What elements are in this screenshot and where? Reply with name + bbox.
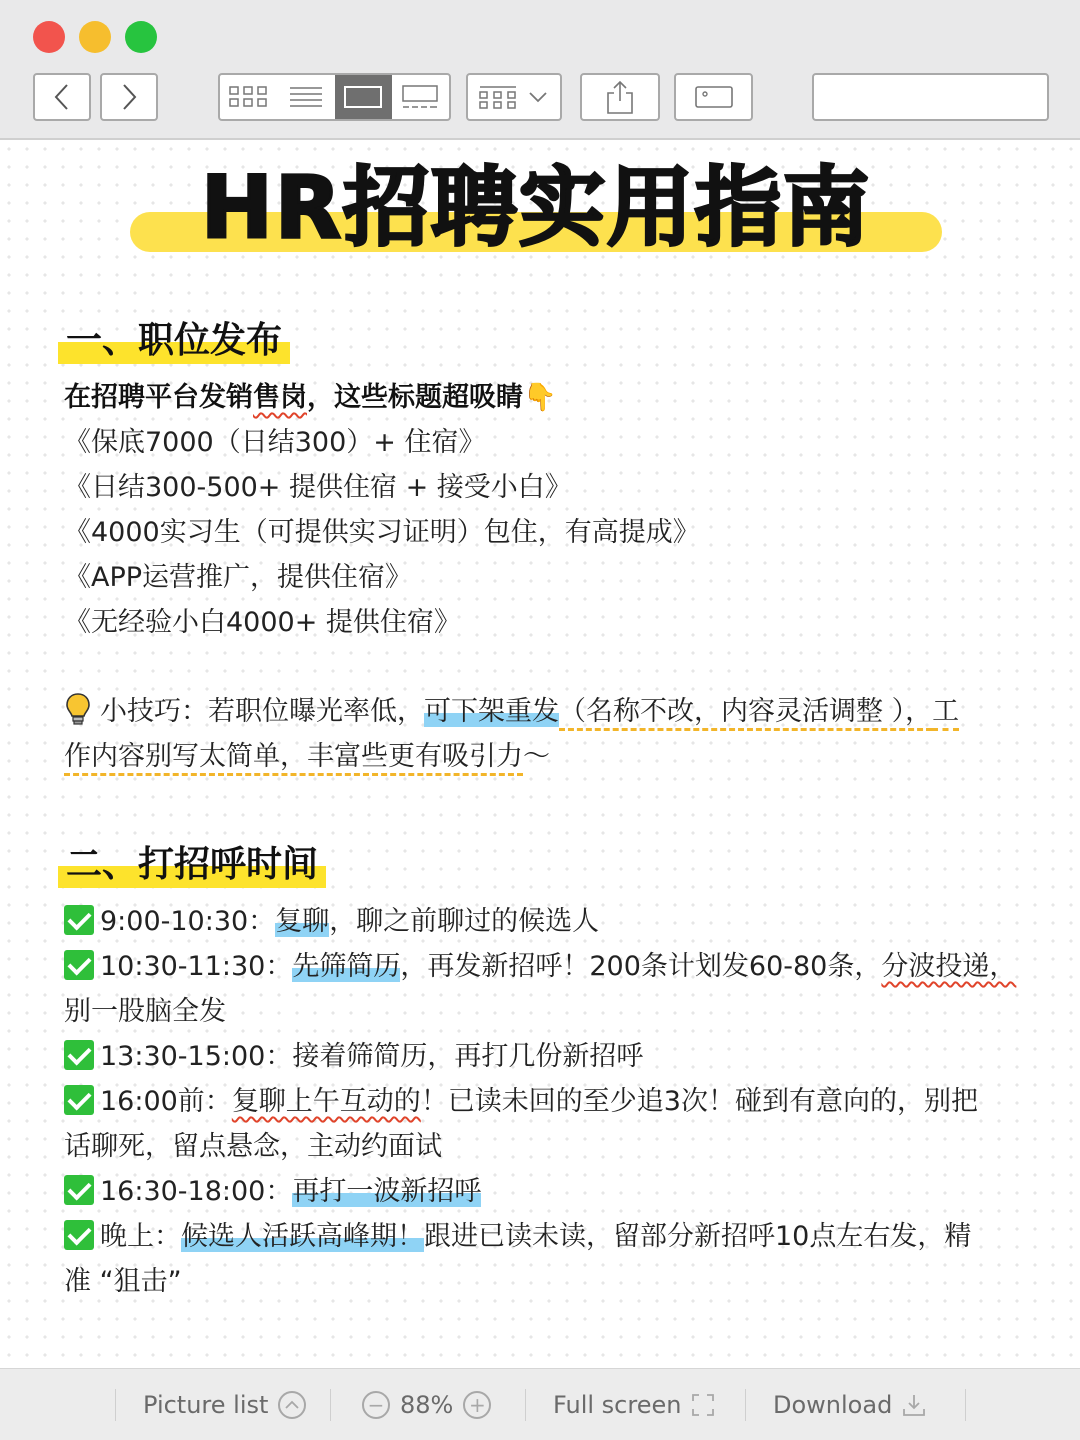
section-heading-text: 二、打招呼时间 bbox=[66, 844, 319, 885]
grid-view-button[interactable] bbox=[220, 75, 277, 119]
schedule-emphasis: 复聊上午互动的 bbox=[231, 1086, 421, 1117]
chevron-up-icon bbox=[278, 1391, 306, 1419]
schedule-item bbox=[64, 1037, 643, 1077]
close-window-button[interactable] bbox=[33, 21, 65, 53]
schedule-time: 9:00-10:30： bbox=[100, 906, 276, 937]
check-icon bbox=[64, 950, 94, 980]
divider bbox=[745, 1389, 746, 1421]
intro-emphasis: 售岗 bbox=[253, 382, 307, 413]
schedule-emphasis: 分波投递， bbox=[881, 951, 1017, 982]
job-title-item: 《4000实习生（可提供实习证明）包住，有高提成》 bbox=[64, 517, 700, 548]
back-button[interactable] bbox=[33, 73, 91, 121]
schedule-highlight: 先筛简历 bbox=[292, 951, 401, 982]
single-view-button[interactable] bbox=[335, 75, 392, 119]
job-title-item: 《日结300-500+ 提供住宿 + 接受小白》 bbox=[64, 472, 572, 503]
schedule-time: 晚上： bbox=[100, 1221, 181, 1252]
viewer-bottom-bar bbox=[0, 1368, 1080, 1440]
schedule-item-continued: 准 “狙击” bbox=[64, 1266, 182, 1297]
picture-list-label: Picture list bbox=[143, 1391, 269, 1419]
tip-line bbox=[64, 692, 959, 732]
forward-button[interactable] bbox=[100, 73, 158, 121]
intro-text: 在招聘平台发销 bbox=[64, 382, 253, 413]
zoom-in-icon[interactable]: + bbox=[463, 1391, 491, 1419]
tip-text: 小技巧：若职位曝光率低， bbox=[100, 696, 424, 727]
intro-text: ，这些标题超吸睛👇 bbox=[307, 382, 557, 413]
tip-highlight: 可下架重发 bbox=[424, 696, 559, 727]
schedule-text: 跟进已读未读，留部分新招呼10点左右发，精 bbox=[424, 1221, 972, 1252]
divider bbox=[330, 1389, 331, 1421]
picture-list-button[interactable] bbox=[143, 1369, 306, 1440]
slideshow-button[interactable] bbox=[674, 73, 753, 121]
share-icon bbox=[605, 79, 635, 115]
window-controls bbox=[33, 21, 157, 53]
tip-line-continued bbox=[64, 737, 550, 777]
share-button[interactable] bbox=[580, 73, 660, 121]
tip-underlined: （名称不改，内容灵活调整 ）， bbox=[559, 696, 933, 727]
schedule-time: 13:30-15:00： bbox=[100, 1041, 293, 1072]
list-view-icon bbox=[289, 85, 323, 109]
download-icon bbox=[902, 1393, 926, 1417]
section1-intro bbox=[64, 378, 557, 418]
minimize-window-button[interactable] bbox=[79, 21, 111, 53]
check-icon bbox=[64, 1085, 94, 1115]
zoom-level: 88% bbox=[400, 1391, 454, 1419]
schedule-text: ，再发新招呼！200条计划发60-80条， bbox=[400, 951, 882, 982]
chevron-left-icon bbox=[52, 82, 72, 112]
filmstrip-view-icon bbox=[401, 84, 439, 110]
check-icon bbox=[64, 1220, 94, 1250]
view-mode-segmented-control bbox=[218, 73, 451, 121]
schedule-time: 10:30-11:30： bbox=[100, 951, 293, 982]
list-view-button[interactable] bbox=[277, 75, 334, 119]
section-heading-job-posting bbox=[58, 316, 290, 366]
image-viewer-canvas bbox=[0, 140, 1080, 1368]
full-screen-button[interactable] bbox=[553, 1369, 715, 1440]
tip-underlined: 作内容别写太简单，丰富些更有吸引力 bbox=[64, 741, 523, 772]
frame-icon bbox=[694, 84, 734, 110]
document-title bbox=[130, 158, 942, 258]
check-icon bbox=[64, 905, 94, 935]
section-heading-text: 一、职位发布 bbox=[66, 320, 283, 361]
schedule-highlight: 复聊 bbox=[275, 906, 330, 937]
schedule-time: 16:30-18:00： bbox=[100, 1176, 293, 1207]
schedule-highlight: 候选人活跃高峰期！ bbox=[181, 1221, 424, 1252]
tip-text: ～ bbox=[523, 741, 550, 772]
group-icon bbox=[479, 85, 519, 109]
schedule-highlight: 再打一波新招呼 bbox=[292, 1176, 482, 1207]
full-screen-label: Full screen bbox=[553, 1391, 682, 1419]
maximize-window-button[interactable] bbox=[125, 21, 157, 53]
single-view-icon bbox=[344, 84, 382, 110]
search-input[interactable] bbox=[834, 75, 1059, 119]
divider bbox=[965, 1389, 966, 1421]
schedule-item bbox=[64, 1217, 971, 1257]
schedule-item bbox=[64, 1082, 978, 1122]
search-field[interactable] bbox=[812, 73, 1049, 121]
divider bbox=[525, 1389, 526, 1421]
check-icon bbox=[64, 1040, 94, 1070]
title-text: HR招聘实用指南 bbox=[200, 158, 872, 258]
expand-icon bbox=[691, 1393, 715, 1417]
sort-dropdown-button[interactable] bbox=[466, 73, 562, 121]
schedule-item-continued: 话聊死，留点悬念，主动约面试 bbox=[64, 1131, 442, 1162]
schedule-item bbox=[64, 902, 599, 942]
schedule-item bbox=[64, 1172, 481, 1212]
section-heading-greeting-time bbox=[58, 840, 326, 890]
zoom-out-icon[interactable]: − bbox=[362, 1391, 390, 1419]
chevron-down-icon bbox=[527, 90, 549, 104]
zoom-controls bbox=[362, 1369, 491, 1440]
download-button[interactable] bbox=[773, 1369, 926, 1440]
chevron-right-icon bbox=[119, 82, 139, 112]
download-label: Download bbox=[773, 1391, 893, 1419]
job-title-item: 《APP运营推广，提供住宿》 bbox=[64, 562, 413, 593]
grid-view-icon bbox=[229, 85, 269, 109]
schedule-time: 16:00前： bbox=[100, 1086, 232, 1117]
schedule-text: ，聊之前聊过的候选人 bbox=[329, 906, 600, 937]
job-title-item: 《无经验小白4000+ 提供住宿》 bbox=[64, 607, 461, 638]
window-toolbar bbox=[0, 0, 1080, 140]
schedule-text: 接着筛简历，再打几份新招呼 bbox=[292, 1041, 644, 1072]
lightbulb-icon bbox=[64, 692, 92, 726]
check-icon bbox=[64, 1175, 94, 1205]
schedule-text: ！已读未回的至少追3次！碰到有意向的，别把 bbox=[420, 1086, 978, 1117]
schedule-item-continued: 别一股脑全发 bbox=[64, 996, 226, 1027]
divider bbox=[115, 1389, 116, 1421]
schedule-item bbox=[64, 947, 1016, 987]
tip-underlined: 工 bbox=[932, 696, 960, 727]
job-title-item: 《保底7000（日结300）+ 住宿》 bbox=[64, 427, 486, 458]
filmstrip-view-button[interactable] bbox=[392, 75, 449, 119]
